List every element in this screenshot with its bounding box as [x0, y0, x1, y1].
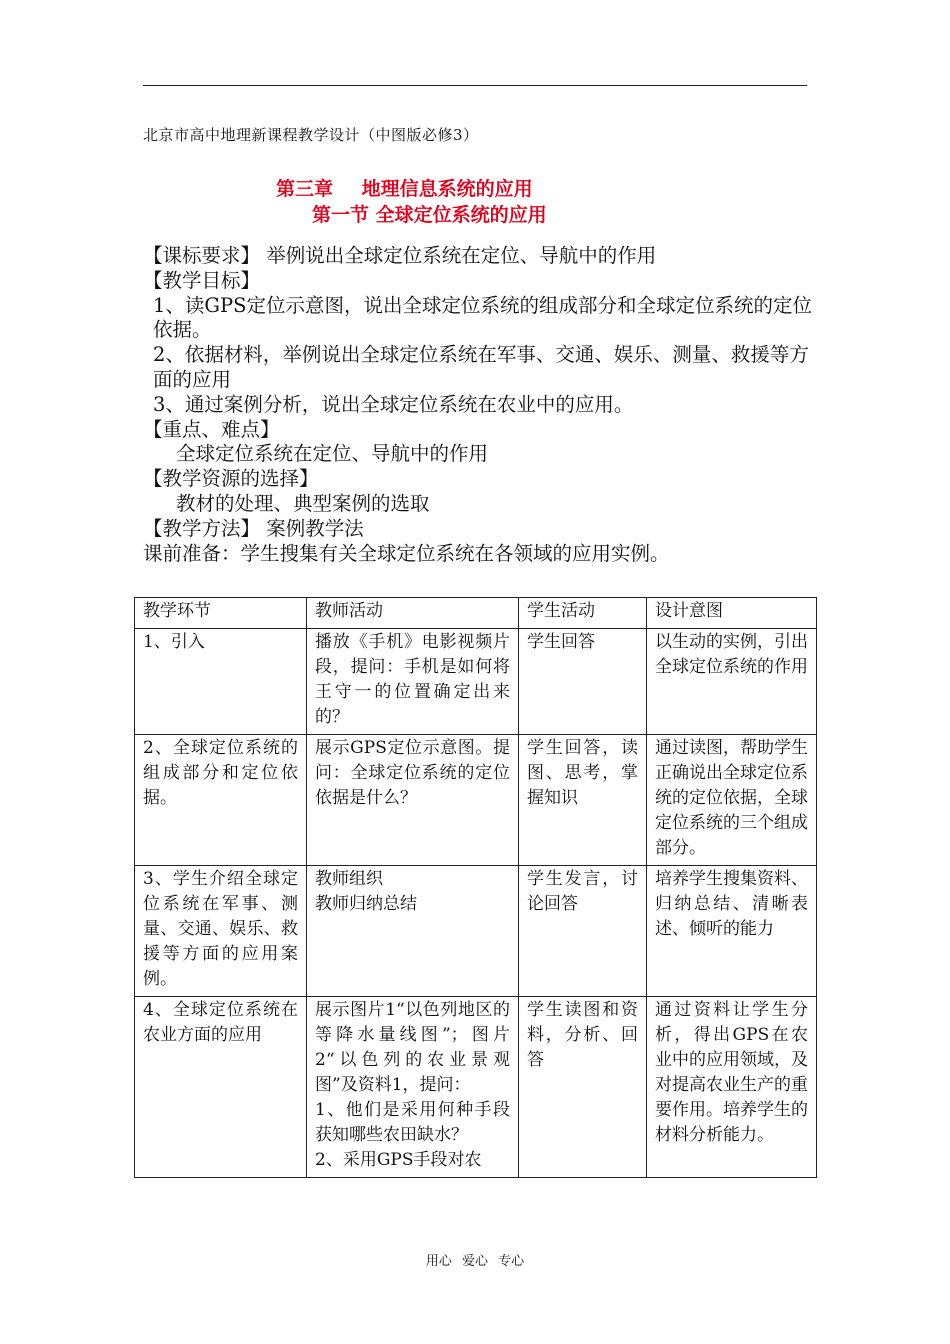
teacher-activity-cell: 展示GPS定位示意图。提问：全球定位系统的定位依据是什么？	[307, 735, 519, 866]
design-intent-cell: 通过读图，帮助学生正确说出全球定位系统的定位依据，全球定位系统的三个组成部分。	[647, 735, 817, 866]
lesson-plan-table	[134, 597, 817, 1178]
table-row	[135, 866, 817, 997]
design-intent-cell: 培养学生搜集资料、归纳总结、清晰表述、倾听的能力	[647, 866, 817, 997]
goal-1: 1、读GPS定位示意图，说出全球定位系统的组成部分和全球定位系统的定位依据。	[153, 293, 812, 342]
curriculum-standard: 【课标要求】 举例说出全球定位系统在定位、导航中的作用	[143, 244, 657, 267]
teacher-activity-cell: 教师组织 教师归纳总结	[307, 866, 519, 997]
stage-cell: 3、学生介绍全球定位系统在军事、测量、交通、娱乐、救援等方面的应用案例。	[135, 866, 307, 997]
key-points-text: 全球定位系统在定位、导航中的作用	[176, 442, 489, 466]
stage-cell: 2、全球定位系统的组成部分和定位依据。	[135, 735, 307, 866]
key-points-heading: 【重点、难点】	[143, 417, 280, 441]
header-rule	[143, 85, 807, 86]
goal-2: 2、依据材料，举例说出全球定位系统在军事、交通、娱乐、测量、救援等方面的应用	[153, 343, 809, 391]
resources-heading: 【教学资源的选择】	[143, 467, 319, 491]
table-header-row	[135, 598, 817, 629]
header-cell: 教师活动	[307, 598, 519, 629]
goal-3: 3、通过案例分析，说出全球定位系统在农业中的应用。	[153, 392, 634, 416]
class-preparation: 课前准备：学生搜集有关全球定位系统在各领域的应用实例。	[143, 541, 670, 565]
goals-heading: 【教学目标】	[143, 268, 261, 292]
resources-text: 教材的处理、典型案例的选取	[176, 491, 430, 515]
page-footer: 用心 爱心 专心	[425, 1254, 525, 1269]
student-activity-cell: 学生发言，讨论回答	[519, 866, 647, 997]
teaching-method: 【教学方法】 案例教学法	[143, 516, 364, 540]
teacher-activity-cell: 展示图片1“以色列地区的等降水量线图”；图片2“以色列的农业景观图”及资料1，提问： 1、他们是采用何种手段获知哪些农田缺水？ 2、采用GPS手段对农	[307, 997, 519, 1178]
section-title: 第一节 全球定位系统的应用	[312, 204, 547, 226]
header-cell: 教学环节	[135, 598, 307, 629]
chapter-title: 第三章 地理信息系统的应用	[276, 178, 533, 200]
header-note: 北京市高中地理新课程教学设计（中图版必修3）	[143, 126, 479, 144]
lesson-overview	[143, 244, 813, 566]
design-intent-cell: 通过资料让学生分析，得出GPS在农业中的应用领域，及对提高农业生产的重要作用。培养学生的材料分析能力。	[647, 997, 817, 1178]
design-intent-cell: 以生动的实例，引出全球定位系统的作用	[647, 629, 817, 735]
student-activity-cell: 学生读图和资料，分析、回答	[519, 997, 647, 1178]
teacher-activity-cell: 播放《手机》电影视频片段，提问：手机是如何将王守一的位置确定出来的？	[307, 629, 519, 735]
stage-cell: 1、引入	[135, 629, 307, 735]
student-activity-cell: 学生回答	[519, 629, 647, 735]
table-row	[135, 997, 817, 1178]
student-activity-cell: 学生回答，读图、思考，掌握知识	[519, 735, 647, 866]
table-row	[135, 735, 817, 866]
header-cell: 学生活动	[519, 598, 647, 629]
stage-cell: 4、全球定位系统在农业方面的应用	[135, 997, 307, 1178]
header-cell: 设计意图	[647, 598, 817, 629]
table-row	[135, 629, 817, 735]
